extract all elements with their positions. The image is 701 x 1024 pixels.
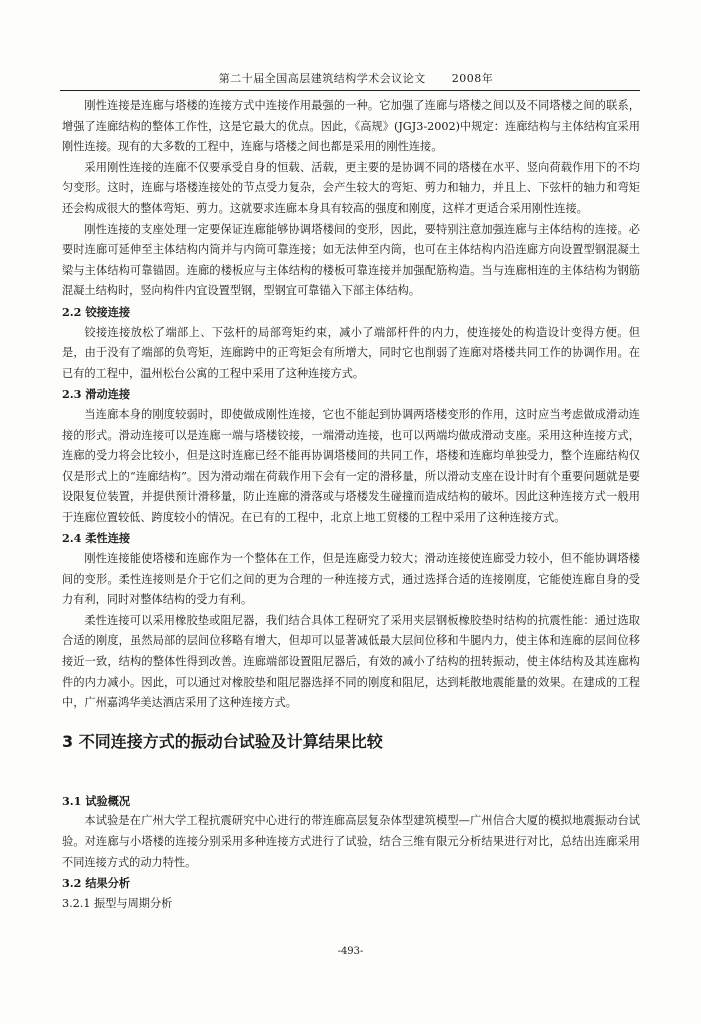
section-heading: 2.2 铰接连接 — [62, 304, 131, 319]
section-heading: 3.1 试验概况 — [62, 793, 131, 808]
paragraph: 采用刚性连接的连廊不仅要承受自身的恒载、活载，更主要的是协调不同的塔楼在水平、竖向荷载作用下的不均匀变形。这时，连廊与塔楼连接处的节点受力复杂，会产生较大的弯矩、剪力和轴力，并且上、下弦杆的轴力和弯矩还会构成很大的整体弯矩、剪力。这就要求连廊本身具有较高的强度和刚度，这样才更适合采用刚性连接。 — [62, 160, 640, 215]
paragraph: 刚性连接是连廊与塔楼的连接方式中连接作用最强的一种。它加强了连廊与塔楼之间以及不同塔楼之间的联系，增强了连廊结构的整体工作性，这是它最大的优点。因此，《高规》(JGJ3-2002)中规定：连廊结构与主体结构宜采用刚性连接。现有的大多数的工程中，连廊与塔楼之间也都是采用的刚性连接。 — [62, 99, 640, 154]
paragraph: 柔性连接可以采用橡胶垫或阻尼器，我们结合具体工程研究了采用夹层钢板橡胶垫时结构的抗震性能：通过选取合适的刚度，虽然局部的层间位移略有增大，但却可以显著减低最大层间位移和牛腿内力，使主体和连廊的层间位移接近一致，结构的整体性得到改善。连廊端部设置阻尼器后，有效的减小了结构的扭转振动，使主体结构及其连廊构件的内力减小。因此，可以通过对橡胶垫和阻尼器选择不同的刚度和阻尼，达到耗散地震能量的效果。在建成的工程中，广州嘉鸿华美达酒店采用了这种连接方式。 — [62, 613, 640, 710]
running-header — [96, 70, 616, 86]
section-heading: 2.4 柔性连接 — [62, 531, 131, 546]
paragraph: 刚性连接的支座处理一定要保证连廊能够协调塔楼间的变形，因此，要特别注意加强连廊与主体结构的连接。必要时连廊可延伸至主体结构内筒并与内筒可靠连接；如无法伸至内筒，也可在主体结构内沿连廊方向设置型钢混凝土梁与主体结构可靠锚固。连廊的楼板应与主体结构的楼板可靠连接并加强配筋构造。当与连廊相连的主体结构为钢筋混凝土结构时，竖向构件内宜设置型钢，型钢宜可靠锚入下部主体结构。 — [62, 222, 640, 298]
section-heading: 3.2 结果分析 — [62, 876, 131, 891]
header-year: 2008年 — [451, 72, 494, 85]
paragraph: 当连廊本身的刚度较弱时，即使做成刚性连接，它也不能起到协调两塔楼变形的作用，这时应当考虑做成滑动连接的形式。滑动连接可以是连廊一端与塔楼铰接，一端滑动连接，也可以两端均做成滑动支座。采用这种连接方式，连廊的受力将会比较小，但是这时连廊已经不能再协调塔楼间的共同工作，塔楼和连廊均单独受力，整个连廊结构仅仅是形式上的“连廊结构”。因为滑动端在荷载作用下会有一定的滑移量，所以滑动支座在设计时有个重要问题就是要设限复位装置，并提供预计滑移量，防止连廊的滑落或与塔楼发生碰撞而造成结构的破坏。因此这种连接方式一般用于连廊位置较低、跨度较小的情况。在已有的工程中，北京上地工贸楼的工程中采用了这种连接方式。 — [62, 407, 640, 524]
section-heading: 2.3 滑动连接 — [62, 387, 131, 402]
header-rule — [60, 90, 640, 91]
paragraph: 铰接连接放松了端部上、下弦杆的局部弯矩约束，减小了端部杆件的内力，使连接处的构造设计变得方便。但是，由于没有了端部的负弯矩，连廊跨中的正弯矩会有所增大，同时它也削弱了连廊对塔楼共同工作的协调作用。在已有的工程中，温州松台公寓的工程中采用了这种连接方式。 — [62, 325, 640, 380]
page-number: -493- — [337, 946, 364, 957]
header-title: 第二十届全国高层建筑结构学术会议论文 — [218, 72, 426, 85]
paragraph: 本试验是在广州大学工程抗震研究中心进行的带连廊高层复杂体型建筑模型—广州信合大厦的模拟地震振动台试验。对连廊与小塔楼的连接分别采用多种连接方式进行了试验，结合三维有限元分析结果进行对比，总结出连廊采用不同连接方式的动力特性。 — [62, 814, 640, 869]
subsection-heading: 3.2.1 振型与周期分析 — [62, 896, 173, 910]
paragraph: 刚性连接能使塔楼和连廊作为一个整体在工作，但是连廊受力较大；滑动连接使连廊受力较小，但不能协调塔楼间的变形。柔性连接则是介于它们之间的更为合理的一种连接方式，通过选择合适的连接刚度，它能使连廊自身的受力有利，同时对整体结构的受力有利。 — [62, 552, 640, 607]
body-text — [62, 96, 640, 914]
chapter-heading: 3 不同连接方式的振动台试验及计算结果比较 — [62, 731, 383, 751]
